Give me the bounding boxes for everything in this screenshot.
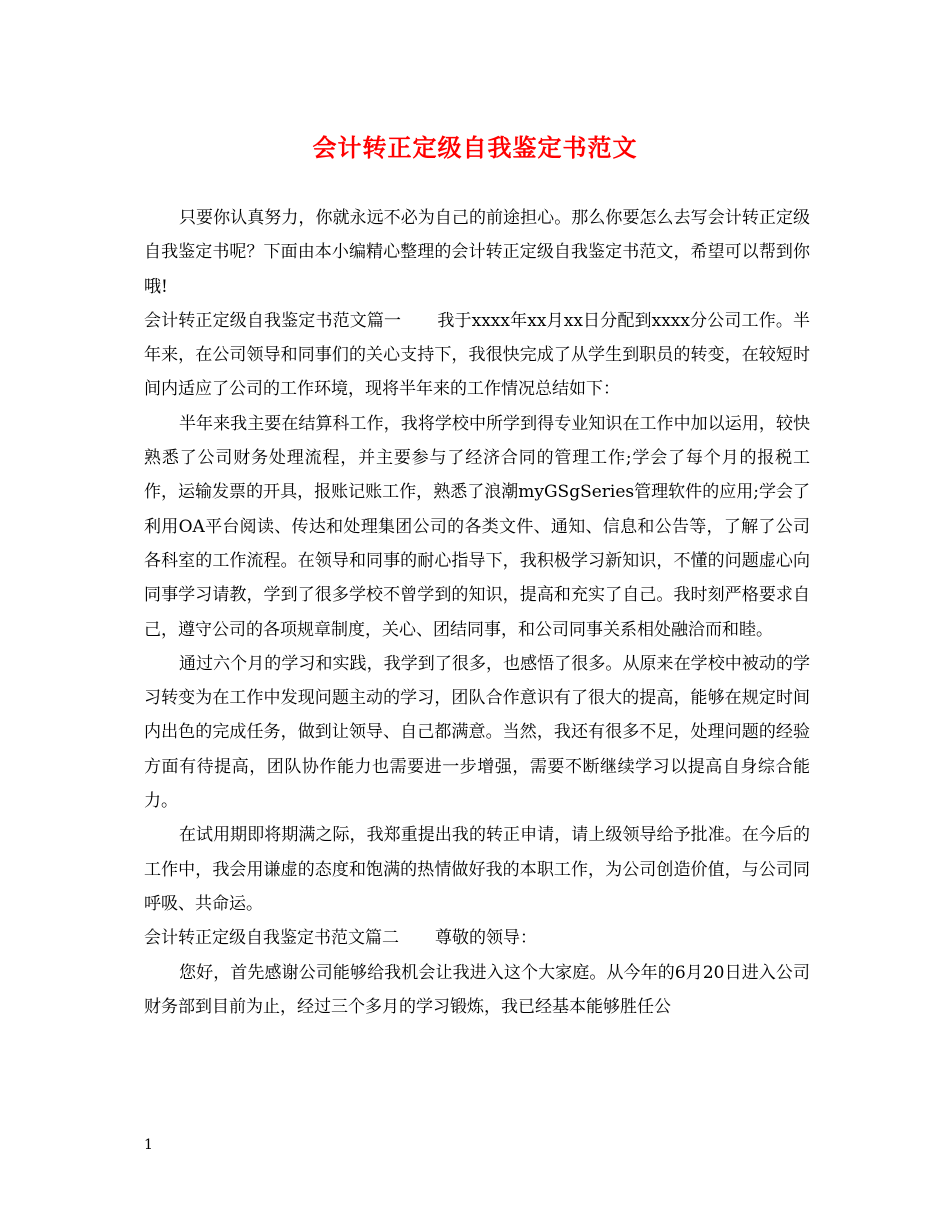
section-one-heading: 会计转正定级自我鉴定书范文篇一	[144, 310, 402, 331]
document-title: 会计转正定级自我鉴定书范文	[312, 133, 638, 162]
section-one-body-2: 通过六个月的学习和实践，我学到了很多，也感悟了很多。从原来在学校中被动的学习转变为在工作中发现问题主动的学习，团队合作意识有了很大的提高，能够在规定时间内出色的完成任务，做到让领导、自己都满意。当然，我还有很多不足，处理问题的经验方面有待提高，团队协作能力也需要进一步增强，需要不断继续学习以提高自身综合能力。	[144, 653, 810, 812]
section-two-lead: 尊敬的领导：	[435, 928, 537, 949]
section-one-body-1: 半年来我主要在结算科工作，我将学校中所学到得专业知识在工作中加以运用，较快熟悉了公司财务处理流程，并主要参与了经济合同的管理工作;学会了每个月的报税工作，运输发票的开具，报账记账工作，熟悉了浪潮myGSgSeries管理软件的应用;学会了利用OA平台阅读、传达和处理集团公司的各类文件、通知、信息和公告等，了解了公司各科室的工作流程。在领导和同事的耐心指导下，我积极学习新知识，不懂的问题虚心向同事学习请教，学到了很多学校不曾学到的知识，提高和充实了自己。我时刻严格要求自己，遵守公司的各项规章制度，关心、团结同事，和公司同事关系相处融洽而和睦。	[144, 413, 810, 640]
page-number: 1	[144, 1137, 153, 1153]
section-two-heading: 会计转正定级自我鉴定书范文篇二	[144, 928, 399, 949]
intro-paragraph: 只要你认真努力，你就永远不必为自己的前途担心。那么你要怎么去写会计转正定级自我鉴定书呢？下面由本小编精心整理的会计转正定级自我鉴定书范文，希望可以帮到你哦!	[144, 208, 810, 297]
section-one-body-3: 在试用期即将期满之际，我郑重提出我的转正申请，请上级领导给予批准。在今后的工作中，我会用谦虚的态度和饱满的热情做好我的本职工作，为公司创造价值，与公司同呼吸、共命运。	[144, 825, 810, 914]
section-two-body-1: 您好，首先感谢公司能够给我机会让我进入这个大家庭。从今年的6月20日进入公司财务部到目前为止，经过三个多月的学习锻炼，我已经基本能够胜任公	[144, 962, 810, 1017]
section-one-lead: 我于xxxx年xx月xx日分配到xxxx分公司工作。半年来，在公司领导和同事们的关心支持下，我很快完成了从学生到职员的转变，在较短时间内适应了公司的工作环境，现将半年来的工作情况总结如下：	[144, 310, 810, 400]
section-one-paragraph	[144, 304, 810, 407]
document-body	[144, 201, 810, 1024]
section-two-paragraph	[144, 921, 810, 955]
